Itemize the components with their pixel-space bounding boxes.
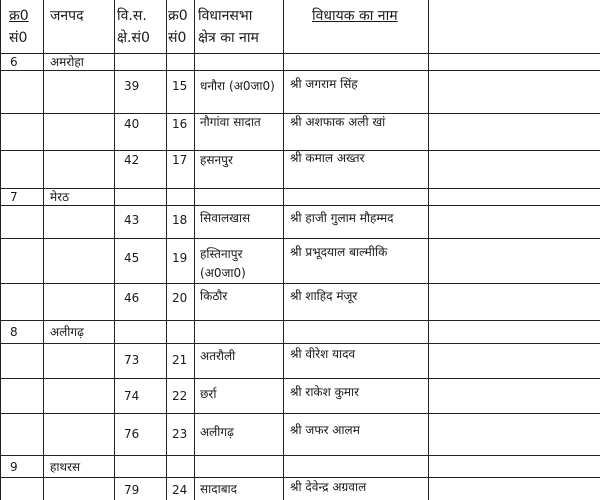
column-divider — [166, 0, 167, 500]
row-divider — [0, 477, 600, 478]
row-divider — [0, 205, 600, 206]
constituency-name: हस्तिनापुर — [200, 247, 243, 261]
column-divider — [114, 0, 115, 500]
kr-number: 15 — [172, 79, 188, 93]
constituency-name: छर्रा — [200, 387, 217, 401]
column-divider — [194, 0, 195, 500]
vs-number: 76 — [124, 427, 140, 441]
row-divider — [0, 283, 600, 284]
vs-number: 79 — [124, 483, 140, 497]
mla-name: श्री जफर आलम — [290, 423, 360, 437]
row-divider — [0, 188, 600, 189]
constituency-name-line2: (अ0जा0) — [200, 266, 246, 280]
column-divider — [283, 0, 284, 500]
header-mla: विधायक का नाम — [312, 8, 398, 24]
mla-name: श्री शाहिद मंजूर — [290, 289, 358, 303]
vs-number: 42 — [124, 153, 140, 167]
vs-number: 45 — [124, 251, 140, 265]
header-kr-line1: क्र0 — [168, 8, 188, 24]
mla-name: श्री प्रभूदयाल बाल्मीकि — [290, 245, 388, 259]
constituency-name: सादाबाद — [200, 482, 238, 496]
header-sno-line1: क्र0 — [9, 8, 29, 24]
kr-number: 17 — [172, 153, 188, 167]
group-district: अमरोहा — [50, 55, 84, 69]
group-sno: 8 — [10, 325, 18, 339]
kr-number: 22 — [172, 389, 188, 403]
mla-name: श्री अशफाक अली खां — [290, 115, 386, 129]
mla-name: श्री राकेश कुमार — [290, 385, 360, 399]
mla-name: श्री जगराम सिंह — [290, 77, 358, 91]
column-divider — [428, 0, 429, 500]
kr-number: 21 — [172, 353, 188, 367]
constituency-name: धनौरा (अ0जा0) — [200, 79, 275, 93]
constituency-name: अतरौली — [200, 349, 236, 363]
row-divider — [0, 343, 600, 344]
group-district: अलीगढ़ — [50, 325, 84, 339]
row-divider — [0, 378, 600, 379]
constituency-name: हसनपुर — [200, 153, 233, 167]
kr-number: 16 — [172, 117, 188, 131]
vs-number: 43 — [124, 213, 140, 227]
group-sno: 7 — [10, 190, 18, 204]
mla-name: श्री देवेन्द्र अग्रवाल — [290, 480, 367, 494]
row-divider — [0, 53, 600, 54]
group-district: हाथरस — [50, 460, 81, 474]
group-district: मेरठ — [50, 190, 70, 204]
kr-number: 20 — [172, 291, 188, 305]
mla-name: श्री कमाल अख्तर — [290, 151, 365, 165]
kr-number: 19 — [172, 251, 188, 265]
header-vs-line1: वि.स. — [117, 8, 147, 24]
kr-number: 24 — [172, 483, 188, 497]
vs-number: 74 — [124, 389, 140, 403]
constituency-name: नौगांवा सादात — [200, 115, 261, 129]
group-sno: 9 — [10, 460, 18, 474]
vs-number: 40 — [124, 117, 140, 131]
header-kr-line2: सं0 — [168, 30, 187, 46]
row-divider — [0, 413, 600, 414]
row-divider — [0, 70, 600, 71]
row-divider — [0, 238, 600, 239]
column-divider — [0, 0, 1, 500]
column-divider — [43, 0, 44, 500]
kr-number: 23 — [172, 427, 188, 441]
vs-number: 46 — [124, 291, 140, 305]
header-constituency-line2: क्षेत्र का नाम — [198, 30, 259, 46]
row-divider — [0, 455, 600, 456]
constituency-name: अलीगढ़ — [200, 425, 234, 439]
vs-number: 39 — [124, 79, 140, 93]
row-divider — [0, 320, 600, 321]
vs-number: 73 — [124, 353, 140, 367]
mla-name: श्री वीरेश यादव — [290, 347, 356, 361]
kr-number: 18 — [172, 213, 188, 227]
header-constituency-line1: विधानसभा — [198, 8, 253, 24]
group-sno: 6 — [10, 55, 18, 69]
mla-name: श्री हाजी गुलाम मौहम्मद — [290, 211, 394, 225]
header-sno-line2: सं0 — [9, 30, 28, 46]
constituency-name: सिवालखास — [200, 211, 251, 225]
header-district: जनपद — [50, 8, 84, 24]
constituency-name: किठौर — [200, 289, 228, 303]
header-vs-line2: क्षे.सं0 — [117, 30, 150, 46]
